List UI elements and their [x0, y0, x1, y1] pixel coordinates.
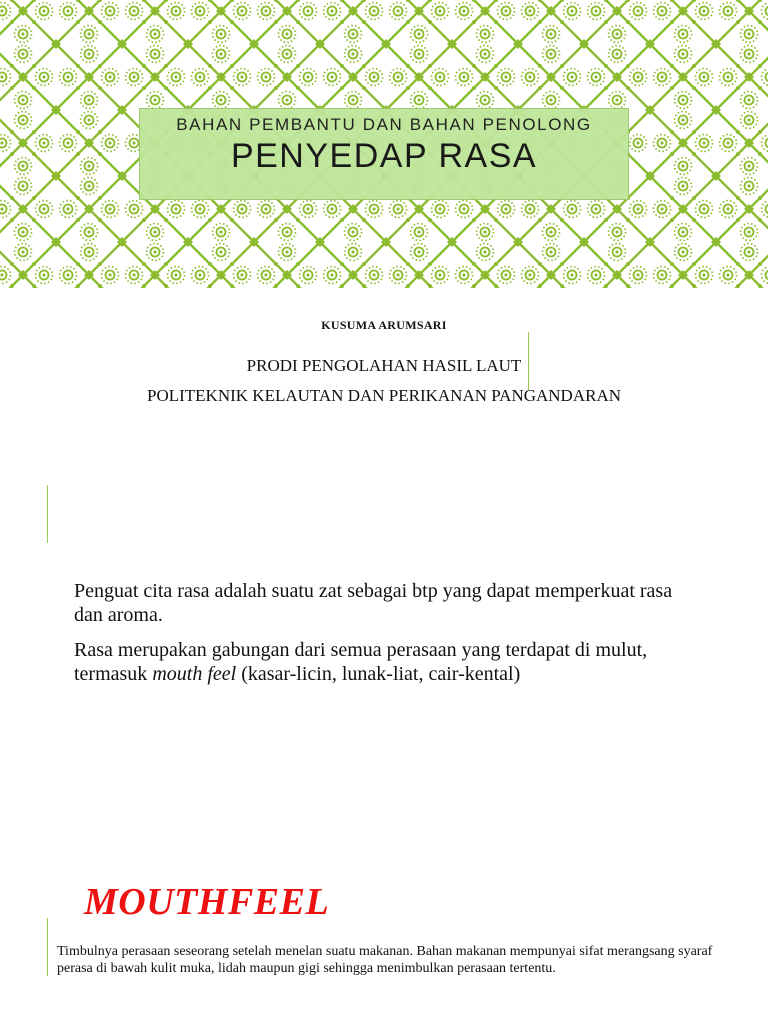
department-name: PRODI PENGOLAHAN HASIL LAUT: [246, 356, 522, 375]
paragraph-definition: Penguat cita rasa adalah suatu zat sebagai btp yang dapat memperkuat rasa dan aroma.: [74, 580, 673, 626]
divider-line: [47, 918, 48, 976]
paragraph-rasa: [74, 638, 684, 686]
slide-subtitle: BAHAN PEMBANTU DAN BAHAN PENOLONG: [176, 115, 592, 134]
institution-name: POLITEKNIK KELAUTAN DAN PERIKANAN PANGANDARAN: [147, 386, 621, 405]
slide-title: PENYEDAP RASA: [230, 137, 538, 175]
author-name: KUSUMA ARUMSARI: [321, 318, 447, 332]
title-banner: [0, 0, 768, 288]
paragraph-rasa-examples: (kasar-licin, lunak-liat, cair-kental): [236, 663, 521, 685]
mouthfeel-description: Timbulnya perasaan seseorang setelah menelan suatu makanan. Bahan makanan mempunyai sifat merangsang syaraf perasa di bawah kulit muka, lidah maupun gigi sehingga menimbulkan perasaan tertentu.: [57, 944, 713, 976]
paragraph-rasa-text: Rasa merupakan gabungan dari semua perasaan yang terdapat di mulut, termasuk: [74, 639, 648, 685]
mouthfeel-heading: MOUTHFEEL: [84, 881, 330, 923]
divider-line: [47, 485, 48, 543]
title-box: [139, 108, 629, 200]
mouth-feel-term: mouth feel: [152, 663, 237, 685]
